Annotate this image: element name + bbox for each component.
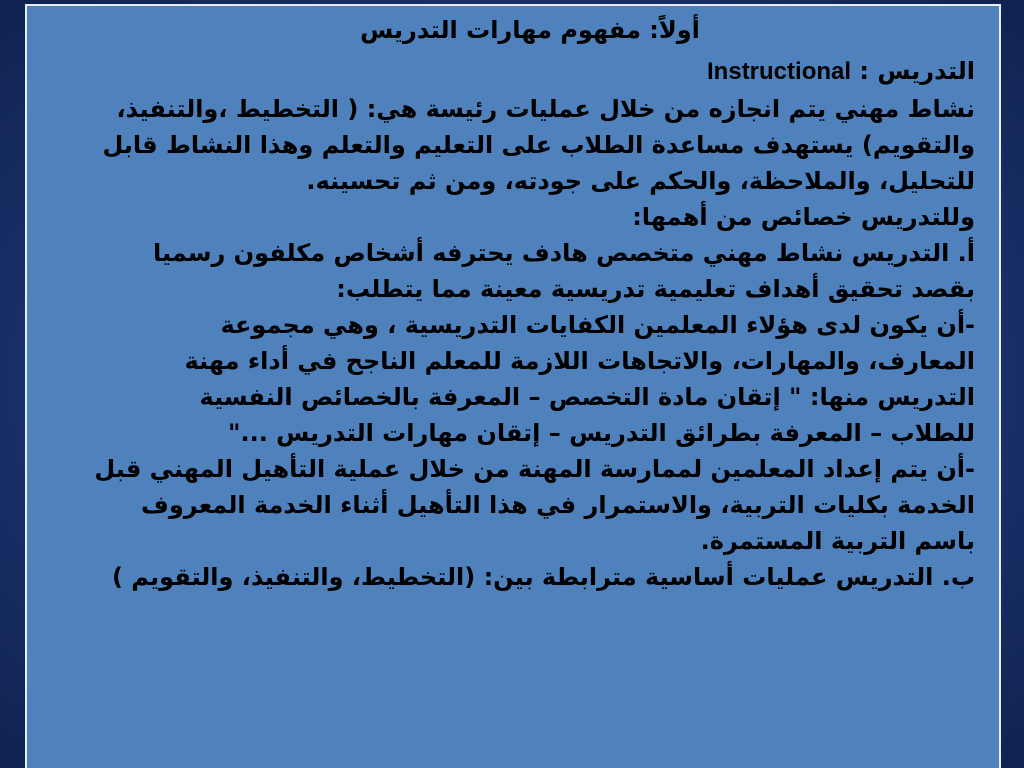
slide-content (27, 6, 999, 595)
body-line-9: التدريس منها: " إتقان مادة التخصص – المعرفة بالخصائص النفسية (199, 383, 975, 411)
body-line-1: نشاط مهني يتم انجازه من خلال عمليات رئيسة هي: ( التخطيط ،والتنفيذ، (116, 95, 975, 123)
body-line-10: للطلاب – المعرفة بطرائق التدريس – إتقان مهارات التدريس ..." (227, 419, 975, 447)
body-line-12: الخدمة بكليات التربية، والاستمرار في هذا التأهيل أثناء الخدمة المعروف (141, 491, 975, 519)
body-line-13: باسم التربية المستمرة. (700, 527, 975, 555)
slide-panel (25, 4, 1001, 768)
body-line-14: ب. التدريس عمليات أساسية مترابطة بين: (التخطيط، والتنفيذ، والتقويم ) (111, 563, 975, 591)
body-line-2: والتقويم) يستهدف مساعدة الطلاب على التعليم والتعلم وهذا النشاط قابل (102, 131, 975, 159)
term-label: التدريس : (859, 57, 975, 85)
body-line-3: للتحليل، والملاحظة، والحكم على جودته، ومن ثم تحسينه. (306, 167, 975, 195)
body-line-8: المعارف، والمهارات، والاتجاهات اللازمة للمعلم الناجح في أداء مهنة (184, 347, 975, 375)
body-line-4: وللتدريس خصائص من أهمها: (632, 203, 975, 231)
body-line-7: -أن يكون لدى هؤلاء المعلمين الكفايات التدريسية ، وهي مجموعة (220, 311, 975, 339)
term-definition-header (45, 52, 975, 91)
slide-heading: أولاً: مفهوم مهارات التدريس (360, 16, 700, 44)
body-line-5: أ. التدريس نشاط مهني متخصص هادف يحترفه أشخاص مكلفون رسميا (153, 239, 975, 267)
body-line-11: -أن يتم إعداد المعلمين لممارسة المهنة من خلال عملية التأهيل المهني قبل (94, 455, 975, 483)
body-line-6: بقصد تحقيق أهداف تعليمية تدريسية معينة مما يتطلب: (336, 275, 975, 303)
term-latin: Instructional (707, 58, 852, 85)
